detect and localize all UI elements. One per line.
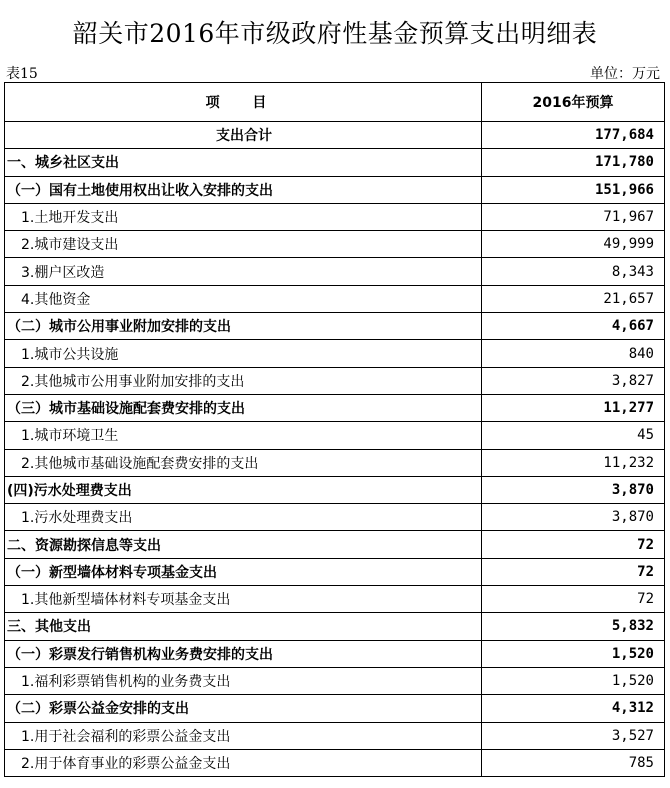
table-row <box>5 640 665 667</box>
table-row <box>5 449 665 476</box>
table-row <box>5 558 665 585</box>
row-item-name: （二）城市公用事业附加安排的支出 <box>5 313 482 340</box>
row-budget-value: 21,657 <box>482 285 665 312</box>
row-item-name: 3.棚户区改造 <box>5 258 482 285</box>
row-budget-value: 1,520 <box>482 640 665 667</box>
row-budget-value: 840 <box>482 340 665 367</box>
row-item-name: 1.土地开发支出 <box>5 203 482 230</box>
row-budget-value: 785 <box>482 749 665 776</box>
row-budget-value: 171,780 <box>482 149 665 176</box>
row-budget-value: 45 <box>482 422 665 449</box>
table-row <box>5 203 665 230</box>
table-body <box>5 122 665 777</box>
row-budget-value: 3,527 <box>482 722 665 749</box>
row-item-name: 4.其他资金 <box>5 285 482 312</box>
table-row <box>5 285 665 312</box>
row-item-name: （三）城市基础设施配套费安排的支出 <box>5 394 482 421</box>
row-budget-value: 11,232 <box>482 449 665 476</box>
row-budget-value: 11,277 <box>482 394 665 421</box>
row-budget-value: 177,684 <box>482 122 665 149</box>
table-number: 表15 <box>6 66 38 82</box>
row-budget-value: 72 <box>482 558 665 585</box>
row-budget-value: 3,870 <box>482 504 665 531</box>
row-item-name: 2.城市建设支出 <box>5 231 482 258</box>
table-row <box>5 149 665 176</box>
row-budget-value: 8,343 <box>482 258 665 285</box>
row-item-name: 2.用于体育事业的彩票公益金支出 <box>5 749 482 776</box>
table-row <box>5 313 665 340</box>
row-item-name: （二）彩票公益金安排的支出 <box>5 695 482 722</box>
row-budget-value: 4,667 <box>482 313 665 340</box>
table-row <box>5 613 665 640</box>
table-row <box>5 749 665 776</box>
row-item-name: (四)污水处理费支出 <box>5 476 482 503</box>
page-title: 韶关市2016年市级政府性基金预算支出明细表 <box>72 19 598 48</box>
row-item-name: （一）彩票发行销售机构业务费安排的支出 <box>5 640 482 667</box>
row-item-name: 1.城市公共设施 <box>5 340 482 367</box>
table-row <box>5 586 665 613</box>
row-item-name: 1.污水处理费支出 <box>5 504 482 531</box>
row-budget-value: 72 <box>482 531 665 558</box>
row-item-name: 支出合计 <box>5 122 482 149</box>
row-budget-value: 3,870 <box>482 476 665 503</box>
table-row <box>5 476 665 503</box>
row-budget-value: 1,520 <box>482 667 665 694</box>
row-budget-value: 49,999 <box>482 231 665 258</box>
row-item-name: 1.城市环境卫生 <box>5 422 482 449</box>
unit-label: 单位：万元 <box>590 66 660 82</box>
row-budget-value: 71,967 <box>482 203 665 230</box>
column-header-budget: 2016年预算 <box>482 83 665 122</box>
row-budget-value: 5,832 <box>482 613 665 640</box>
row-item-name: （一）新型墙体材料专项基金支出 <box>5 558 482 585</box>
row-item-name: 2.其他城市公用事业附加安排的支出 <box>5 367 482 394</box>
table-row <box>5 667 665 694</box>
table-row <box>5 722 665 749</box>
table-row <box>5 422 665 449</box>
row-item-name: 1.福利彩票销售机构的业务费支出 <box>5 667 482 694</box>
table-row <box>5 176 665 203</box>
row-budget-value: 151,966 <box>482 176 665 203</box>
row-item-name: 一、城乡社区支出 <box>5 149 482 176</box>
table-row <box>5 504 665 531</box>
table-row <box>5 231 665 258</box>
row-budget-value: 3,827 <box>482 367 665 394</box>
table-header-row <box>5 83 665 122</box>
table-row <box>5 340 665 367</box>
table-row <box>5 258 665 285</box>
row-item-name: （一）国有土地使用权出让收入安排的支出 <box>5 176 482 203</box>
table-row <box>5 531 665 558</box>
row-item-name: 三、其他支出 <box>5 613 482 640</box>
budget-table <box>4 82 665 777</box>
table-row <box>5 122 665 149</box>
row-item-name: 二、资源勘探信息等支出 <box>5 531 482 558</box>
table-row <box>5 695 665 722</box>
table-row <box>5 367 665 394</box>
row-item-name: 1.其他新型墙体材料专项基金支出 <box>5 586 482 613</box>
table-row <box>5 394 665 421</box>
row-budget-value: 4,312 <box>482 695 665 722</box>
row-item-name: 1.用于社会福利的彩票公益金支出 <box>5 722 482 749</box>
column-header-item: 项 目 <box>5 83 482 122</box>
row-item-name: 2.其他城市基础设施配套费安排的支出 <box>5 449 482 476</box>
row-budget-value: 72 <box>482 586 665 613</box>
